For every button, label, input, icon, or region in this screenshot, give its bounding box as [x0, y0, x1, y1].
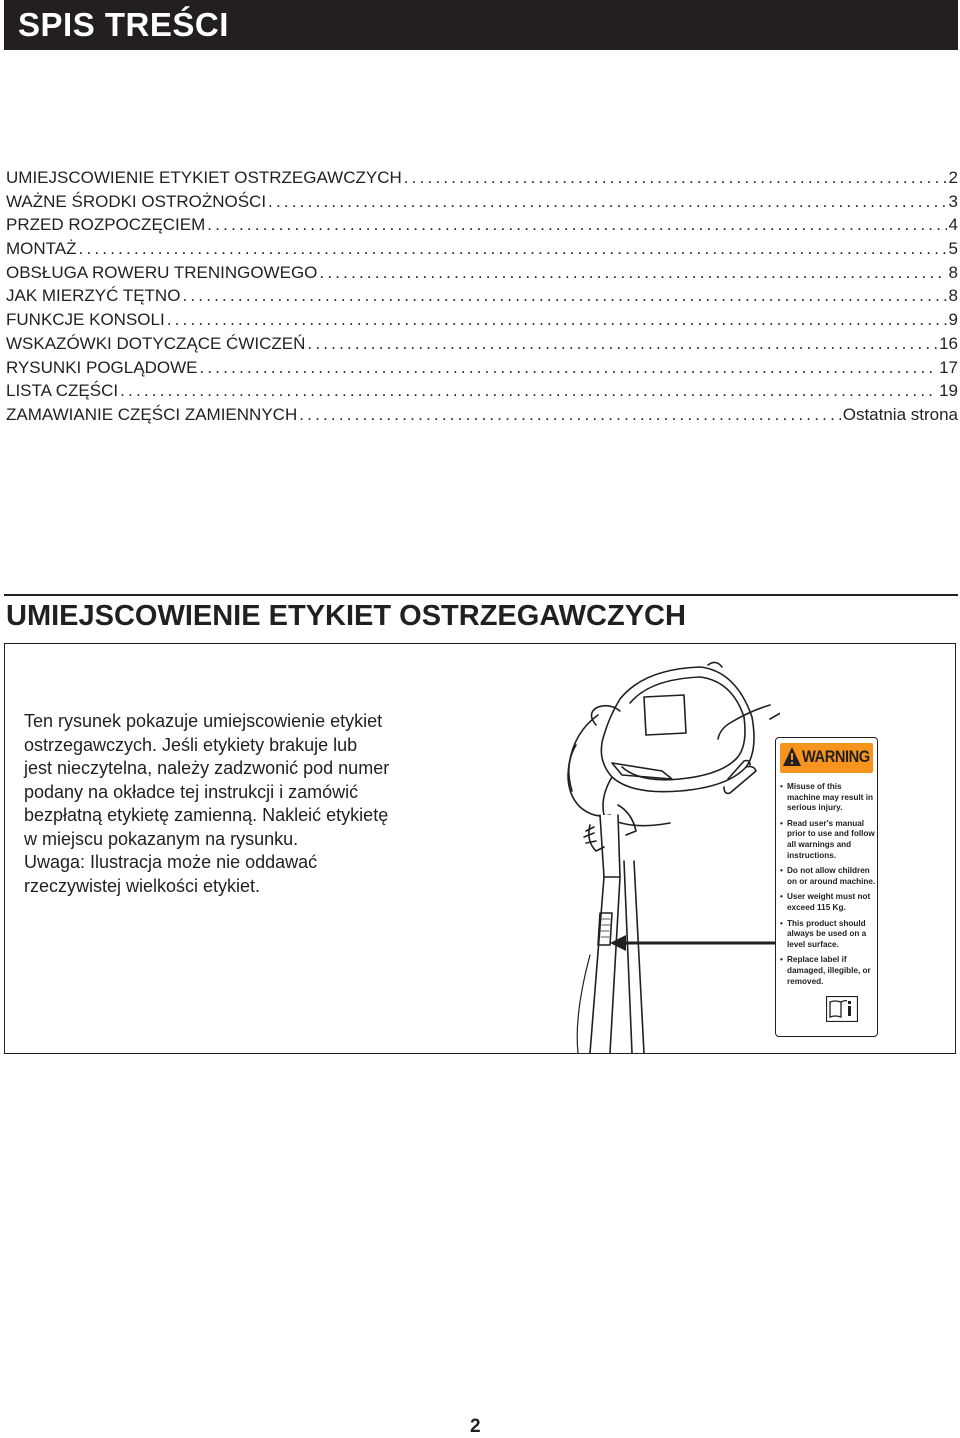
toc-entry-page: 8	[948, 286, 958, 306]
description-text	[24, 710, 454, 898]
toc-dot-leader	[199, 358, 937, 378]
warning-header	[780, 743, 873, 773]
toc-dot-leader	[307, 334, 937, 354]
warning-item: • Read user's manual prior to use and follow all warnings and instructions.	[780, 819, 876, 861]
description-line: Ten rysunek pokazuje umiejscowienie etykiet	[24, 711, 383, 731]
toc-entry[interactable]	[6, 381, 958, 405]
description-line: jest nieczytelna, należy zadzwonić pod numer	[24, 758, 390, 778]
toc-dot-leader	[120, 381, 937, 401]
toc-entry-label: WAŻNE ŚRODKI OSTROŻNOŚCI	[6, 191, 267, 211]
toc-entry-page: 19	[939, 381, 958, 401]
warning-item: • This product should always be used on a level surface.	[780, 919, 876, 951]
toc-entry-label: ZAMAWIANIE CZĘŚCI ZAMIENNYCH	[6, 404, 298, 424]
toc-dot-leader	[167, 310, 947, 330]
page-number: 2	[470, 1416, 481, 1437]
toc-entry-page: Ostatnia strona	[842, 404, 958, 424]
header-bar	[4, 0, 958, 50]
description-line: podany na okładce tej instrukcji i zamówić	[24, 781, 359, 802]
toc-entry[interactable]	[6, 358, 958, 382]
toc-entry[interactable]	[6, 334, 958, 358]
description-line: bezpłatną etykietę zamienną. Nakleić etykietę	[24, 805, 389, 825]
toc-dot-leader	[404, 168, 947, 188]
table-of-contents	[6, 168, 958, 429]
toc-entry[interactable]	[6, 286, 958, 310]
warning-heading: WARNING	[802, 747, 870, 766]
description-line: rzeczywistej wielkości etykiet.	[24, 875, 261, 896]
toc-entry-page: 5	[948, 239, 958, 259]
toc-entry-page: 4	[948, 215, 958, 235]
toc-dot-leader	[268, 192, 946, 212]
toc-entry-label: RYSUNKI POGLĄDOWE	[6, 357, 198, 377]
toc-entry-page: 9	[948, 310, 958, 330]
warning-item: • User weight must not exceed 115 Kg.	[780, 892, 876, 913]
section-divider	[4, 594, 958, 596]
toc-entry-label: MONTAŻ	[6, 239, 77, 259]
label-location-arrow	[610, 925, 786, 965]
toc-entry-label: OBSŁUGA ROWERU TRENINGOWEGO	[6, 262, 318, 282]
toc-entry[interactable]	[6, 263, 958, 287]
toc-dot-leader	[299, 405, 841, 425]
description-line: w miejscu pokazanym na rysunku.	[24, 828, 299, 849]
warning-list	[780, 782, 876, 992]
toc-entry[interactable]	[6, 168, 958, 192]
toc-entry-label: PRZED ROZPOCZĘCIEM	[6, 215, 206, 235]
description-line: Uwaga: Ilustracja może nie oddawać	[24, 852, 318, 872]
toc-entry-label: UMIEJSCOWIENIE ETYKIET OSTRZEGAWCZYCH	[6, 168, 402, 187]
toc-entry-page: 8	[948, 262, 958, 282]
toc-entry-label: JAK MIERZYĆ TĘTNO	[6, 286, 181, 306]
toc-entry[interactable]	[6, 192, 958, 216]
warning-triangle-icon	[782, 746, 802, 768]
toc-entry-page: 16	[939, 333, 958, 353]
toc-entry[interactable]	[6, 405, 958, 429]
toc-entry[interactable]	[6, 239, 958, 263]
warning-item: • Replace label if damaged, illegible, or removed.	[780, 955, 876, 987]
toc-entry-label: WSKAZÓWKI DOTYCZĄCE ĆWICZEŃ	[6, 333, 306, 353]
toc-entry[interactable]	[6, 215, 958, 239]
toc-dot-leader	[182, 286, 946, 306]
toc-entry-page: 3	[948, 191, 958, 211]
toc-entry-page: 17	[939, 357, 958, 377]
page-title: SPIS TREŚCI	[18, 6, 229, 43]
warning-label	[775, 737, 878, 1037]
toc-entry-label: LISTA CZĘŚCI	[6, 381, 119, 401]
toc-entry-label: FUNKCJE KONSOLI	[6, 310, 165, 330]
warning-item: • Misuse of this machine may result in serious injury.	[780, 782, 876, 814]
section-heading: UMIEJSCOWIENIE ETYKIET OSTRZEGAWCZYCH	[6, 600, 686, 632]
description-line: ostrzegawczych. Jeśli etykiety brakuje lub	[24, 734, 358, 755]
toc-dot-leader	[207, 215, 946, 235]
toc-entry-page: 2	[948, 168, 958, 187]
manual-info-icon	[826, 996, 858, 1022]
exercise-bike-illustration	[560, 655, 780, 1053]
toc-entry[interactable]	[6, 310, 958, 334]
warning-item: • Do not allow children on or around machine.	[780, 866, 876, 887]
toc-dot-leader	[79, 239, 947, 259]
toc-dot-leader	[319, 263, 946, 283]
